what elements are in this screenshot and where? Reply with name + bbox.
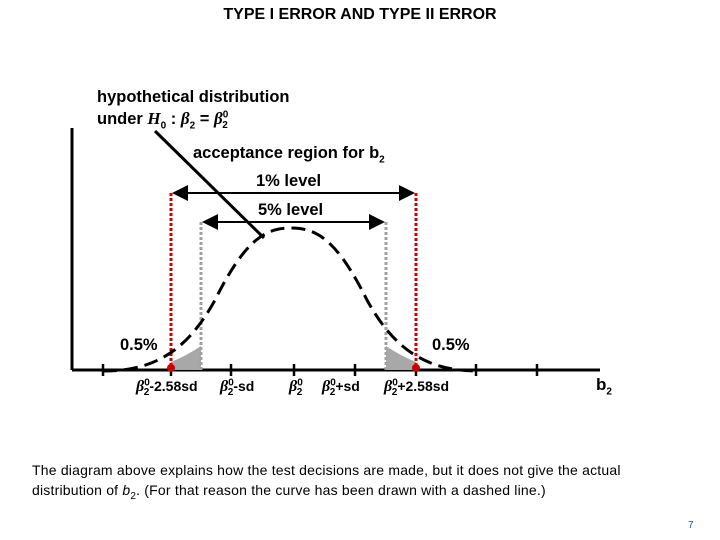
page-number: 7 [688,520,694,531]
critical-point-left [167,364,175,372]
critical-point-right [412,364,420,372]
right-tail-label: 0.5% [432,336,470,354]
bell-curve [103,228,479,371]
acceptance-region-label: acceptance region for $b_2$ [193,144,385,166]
left-tail-label: 0.5% [120,336,158,354]
h0-line1: hypothetical distribution [97,88,290,106]
tick-label-minus-2.58sd: $\beta^0_2-2.58sd$ [136,377,198,398]
slide-title: TYPE I ERROR AND TYPE II ERROR [223,6,497,23]
tick-label-plus-sd: $\beta^0_2+sd$ [322,377,360,398]
five-pct-level-label: 5% level [258,201,324,219]
right-tail-area [386,346,416,370]
tick-label-plus-2.58sd: $\beta^0_2+2.58sd$ [384,377,450,398]
x-axis-label: $b_2$ [596,375,612,398]
hypothetical-distribution-label [97,86,290,130]
tick-label-center: $\beta^0_2$ [289,377,303,398]
tick-label-minus-sd: $\beta^0_2-sd$ [220,377,255,398]
h0-line2: under $H_0$ : $\beta_2 = \beta^0_2$ [97,109,229,132]
one-pct-level-label: 1% level [256,172,322,190]
explanation-note: The diagram above explains how the test decisions are made, but it does not give the actual distribution of $b_2$. (For that reason the curve has been drawn with a dashed line.) [32,462,621,502]
